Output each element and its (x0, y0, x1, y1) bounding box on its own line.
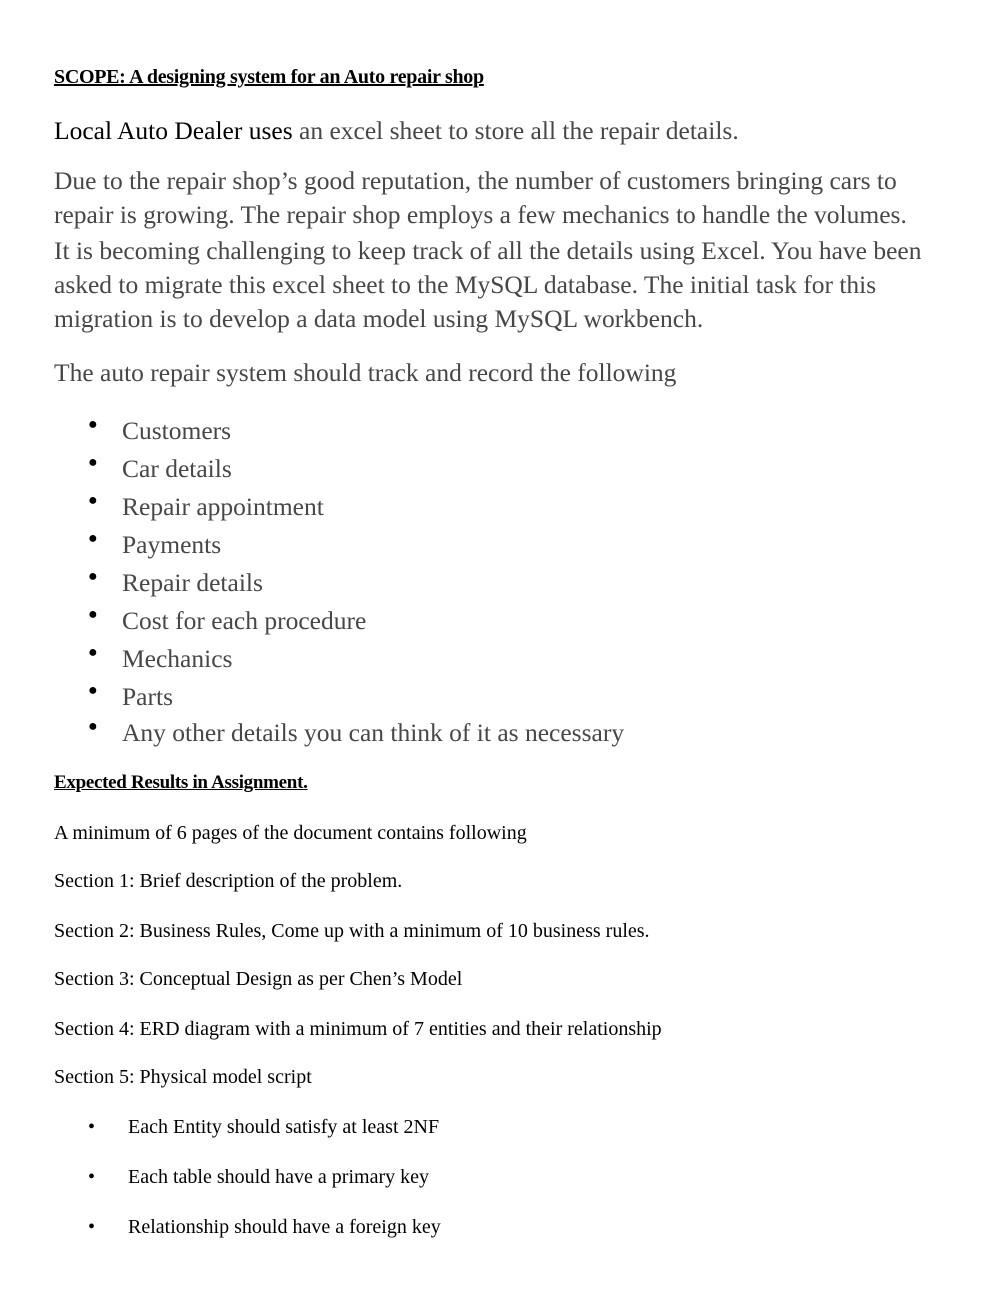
intro-dark: Local Auto Dealer uses (54, 116, 293, 145)
track-list-item: Cost for each procedure (122, 606, 367, 635)
intro-rest: an excel sheet to store all the repair details. (292, 116, 739, 145)
expected-intro: A minimum of 6 pages of the document contains following (54, 822, 527, 844)
bullet-icon: ● (88, 530, 98, 547)
section-item: Section 1: Brief description of the problem. (54, 870, 403, 892)
paragraph-line: asked to migrate this excel sheet to the MySQL database. The initial task for this (54, 270, 877, 299)
script-requirement-item: Each table should have a primary key (128, 1166, 429, 1188)
bullet-icon: ● (88, 718, 98, 735)
section-item: Section 2: Business Rules, Come up with a minimum of 10 business rules. (54, 920, 650, 942)
track-list-item: Mechanics (122, 644, 233, 673)
track-list-item: Repair appointment (122, 492, 324, 521)
track-list-item: Car details (122, 454, 232, 483)
section-item: Section 3: Conceptual Design as per Chen’s Model (54, 968, 463, 990)
bullet-icon: • (88, 1116, 96, 1138)
bullet-icon: ● (88, 416, 98, 433)
bullet-icon: • (88, 1216, 96, 1238)
track-intro: The auto repair system should track and record the following (54, 358, 677, 387)
paragraph-line: repair is growing. The repair shop employs a few mechanics to handle the volumes. (54, 200, 907, 229)
paragraph-line: migration is to develop a data model using MySQL workbench. (54, 304, 704, 333)
document-title: SCOPE: A designing system for an Auto repair shop (54, 66, 484, 88)
script-requirement-item: Each Entity should satisfy at least 2NF (128, 1116, 440, 1138)
bullet-icon: ● (88, 606, 98, 623)
bullet-icon: ● (88, 492, 98, 509)
paragraph-line: It is becoming challenging to keep track of all the details using Excel. You have been (54, 236, 922, 265)
bullet-icon: ● (88, 644, 98, 661)
paragraph-line: Due to the repair shop’s good reputation, the number of customers bringing cars to (54, 166, 897, 195)
track-list-item: Any other details you can think of it as necessary (122, 718, 625, 747)
script-requirement-item: Relationship should have a foreign key (128, 1216, 441, 1238)
bullet-icon: ● (88, 568, 98, 585)
track-list-item: Repair details (122, 568, 263, 597)
bullet-icon: ● (88, 454, 98, 471)
track-list-item: Customers (122, 416, 232, 445)
track-list-item: Payments (122, 530, 222, 559)
bullet-icon: ● (88, 682, 98, 699)
expected-heading: Expected Results in Assignment. (54, 772, 308, 793)
section-item: Section 5: Physical model script (54, 1066, 312, 1088)
bullet-icon: • (88, 1166, 96, 1188)
intro-line (54, 118, 739, 144)
track-list-item: Parts (122, 682, 173, 711)
section-item: Section 4: ERD diagram with a minimum of 7 entities and their relationship (54, 1018, 662, 1040)
